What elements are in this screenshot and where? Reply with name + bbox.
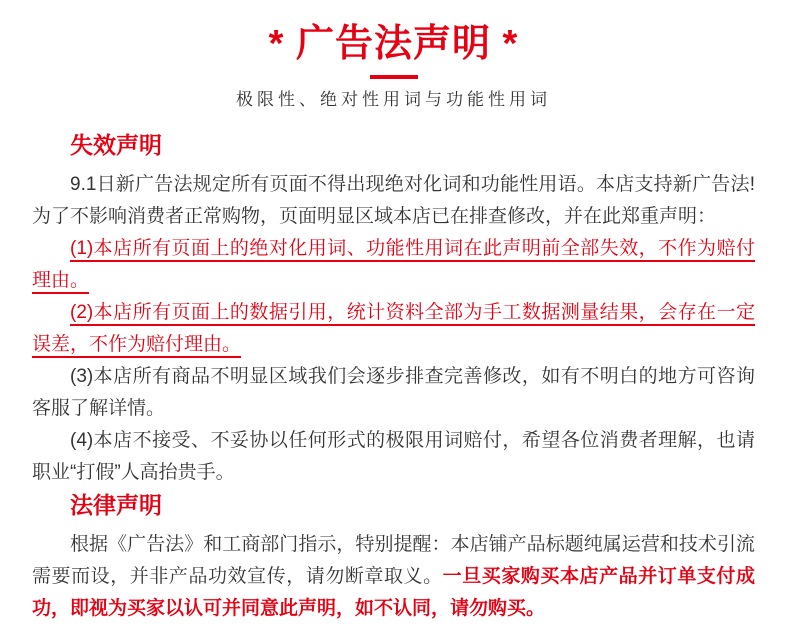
page-header — [32, 25, 755, 110]
page-subtitle: 极限性、绝对性用词与功能性用词 — [236, 90, 551, 109]
clause-2-paragraph: (2)本店所有页面上的数据引用，统计资料全部为手工数据测量结果，会存在一定误差，不作为赔付理由。 — [32, 302, 755, 355]
clause-3-paragraph: (3)本店所有商品不明显区域我们会逐步排查完善修改，如有不明白的地方可咨询客服了解详情。 — [32, 366, 755, 419]
clause-1-paragraph: (1)本店所有页面上的绝对化用词、功能性用词在此声明前全部失效，不作为赔付理由。 — [32, 238, 755, 291]
intro-paragraph: 9.1日新广告法规定所有页面不得出现绝对化词和功能性用语。本店支持新广告法!为了不影响消费者正常购物，页面明显区域本店已在排查修改，并在此郑重声明： — [32, 174, 755, 227]
invalidation-section-heading: 失效声明 — [70, 132, 162, 158]
page-title: * 广告法声明 * — [268, 23, 519, 65]
legal-paragraph — [32, 529, 755, 625]
title-underline-bar — [370, 75, 418, 79]
legal-section-heading: 法律声明 — [70, 492, 162, 518]
section-invalidation-statement — [32, 133, 755, 489]
legal-paragraph-highlight-text: 一旦买家购买本店产品并订单支付成功，即视为买家以认可并同意此声明，如不认同，请勿购买。 — [32, 566, 755, 619]
clause-4-paragraph: (4)本店不接受、不妥协以任何形式的极限用词赔付，希望各位消费者理解，也请职业“打假”人高抬贵手。 — [32, 430, 755, 483]
section-legal-statement — [32, 493, 755, 625]
legal-paragraph-normal-text: 根据《广告法》和工商部门指示，特别提醒：本店铺产品标题纯属运营和技术引流需要而设，并非产品功效宣传，请勿断章取义。 — [32, 534, 755, 587]
